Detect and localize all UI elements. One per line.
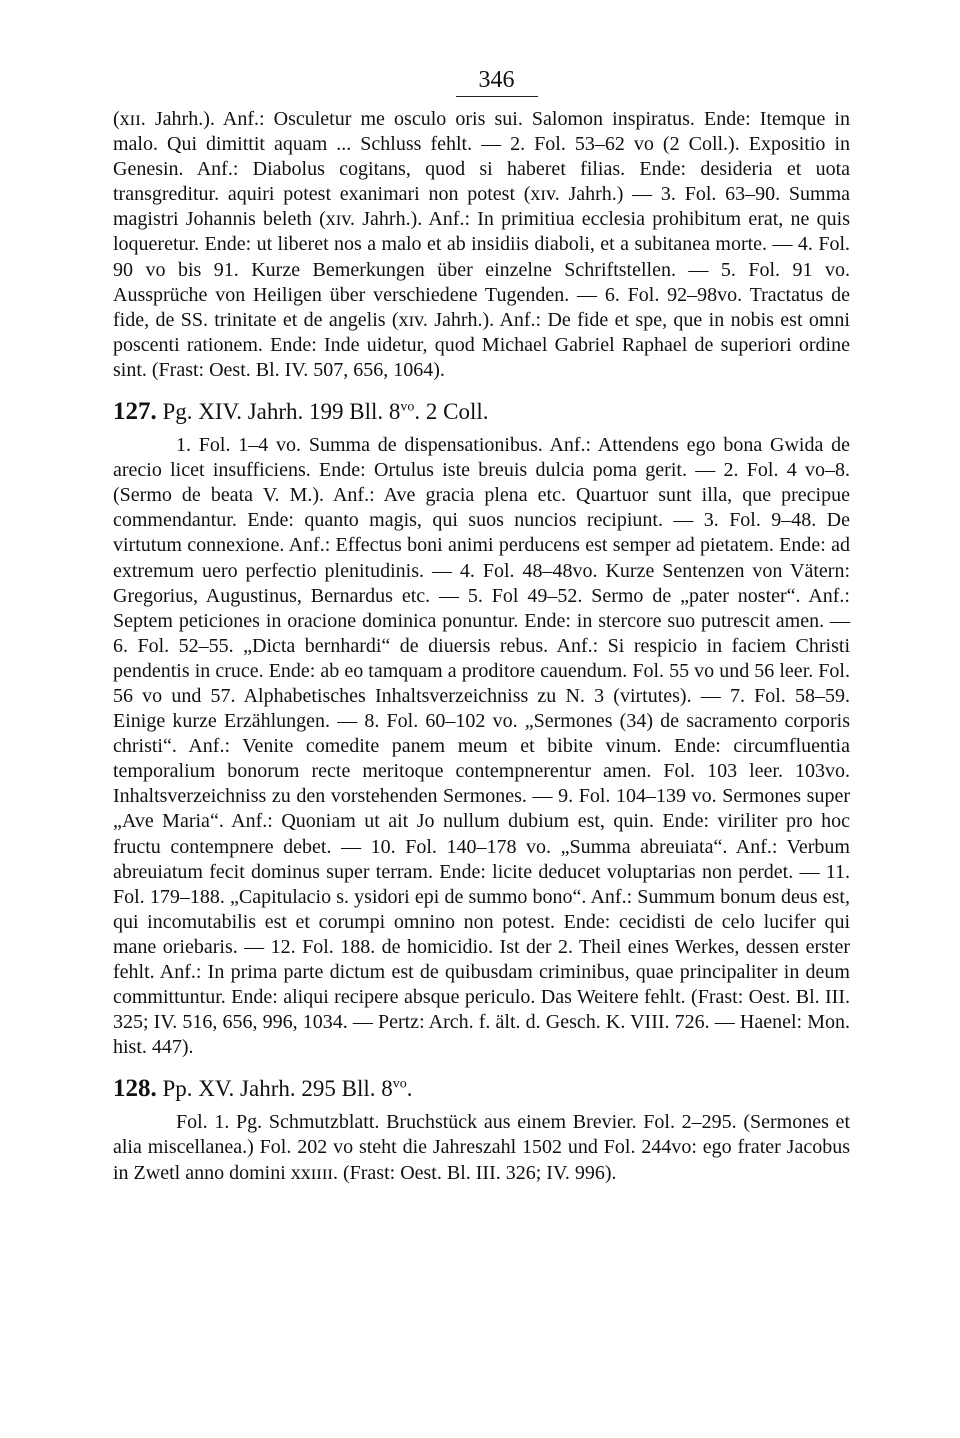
entry-128-heading [113,1074,850,1104]
entry-127-heading [113,397,850,427]
entry-128-number: 128. [113,1075,157,1103]
entry-127-heading-text: Pg. XIV. Jahrh. 199 Bll. 8 [162,399,401,425]
entry-128-body: Fol. 1. Pg. Schmutzblatt. Bruchstück aus einem Brevier. Fol. 2–295. (Sermones et alia miscellanea.) Fol. 202 vo steht die Jahreszahl 1502 und Fol. 244vo: ego frater Jacobus in Zwetl anno domini xxɪɪɪɪ. (Frast: Oest. Bl. III. 326; IV. 996). [113,1111,850,1184]
entry-127-body: 1. Fol. 1–4 vo. Summa de dispensationibus. Anf.: Attendens ego bona Gwida de arecio licet insufficiens. Ende: Ortulus iste breuis dulcia poma gerit. — 2. Fol. 4 vo–8. (Sermo de beata V. M.). Anf.: Ave gracia plena etc. Quartuor sunt illa, que precipue commendantur. Ende: quanto magis, qui suos nuncios recipiunt. — 3. Fol. 9–48. De virtutum connexione. Anf.: Effectus boni animi perducens est semper ad pietatem. Ende: ad extremum uero perfectio plenitudinis. — 4. Fol. 48–48vo. Kurze Sentenzen von Vätern: Gregorius, Augustinus, Bernardus etc. — 5. Fol 49–52. Sermo de „pater noster“. Anf.: Septem peticiones in oracione dominica ponuntur. Ende: in stercore suo putrescit amen. — 6. Fol. 52–55. „Dicta bernhardi“ de diuersis rebus. Anf.: Si respicio in faciem Christi pendentis in cruce. Ende: ab eo tamquam a proditore cauendum. Fol. 55 vo und 56 leer. Fol. 56 vo und 57. Alphabetisches Inhaltsverzeichniss zu N. 3 (virtutes). — 7. Fol. 58–59. Einige kurze Erzählungen. — 8. Fol. 60–102 vo. „Sermones (34) de sacramento corporis christi“. Anf.: Venite comedite panem meum et bibite vinum. Ende: circumfluentia temporalium bonorum recte meritoque contempnerentur amen. Fol. 103 leer. 103vo. Inhaltsverzeichniss zu den vorstehenden Sermones. — 9. Fol. 104–139 vo. Sermones super „Ave Maria“. Anf.: Quoniam ut ait Jo nullum dubium est, quin. Ende: viriliter pro hoc fructu contempnere debet. — 10. Fol. 140–178 vo. „Summa abreuiata“. Anf.: Verbum abreuiatum fecit dominus super terram. Ende: licite deducet voluptarias non perdet. — 11. Fol. 179–188. „Capitulacio s. ysidori epi de summo bono“. Anf.: Summum bonum deus est, qui incomutabilis est et corumpi omnino non potest. Ende: cecidisti de celo lucifer qui mane oriebaris. — 12. Fol. 188. de homicidio. Ist der 2. Theil eines Werkes, dessen erster fehlt. Anf.: In prima parte dictum est de quibusdam criminibus, quae principaliter in deum committuntur. Ende: aliqui recipere absque periculo. Das Weitere fehlt. (Frast: Oest. Bl. III. 325; IV. 516, 656, 996, 1034. — Pertz: Arch. f. ält. d. Gesch. K. VIII. 726. — Haenel: Mon. hist. 447). [113,434,850,1059]
page-number: 346 [478,67,515,93]
entry-128-heading-text: Pp. XV. Jahrh. 295 Bll. 8 [162,1076,393,1102]
entry-127-heading-sup: vo [400,399,415,415]
document-page [113,66,850,1186]
entry-128-heading-tail: . [406,1076,413,1102]
entry-127-number: 127. [113,398,157,426]
intro-paragraph: (xɪɪ. Jahrh.). Anf.: Osculetur me osculo oris sui. Salomon inspiratus. Ende: Itemque in malo. Qui dimittit aquam ... Schluss fehlt. — 2. Fol. 53–62 vo (2 Coll.). Expositio in Genesin. Anf.: Diabolus cogitans, quod si haberet filias. Ende: desideria et uota transgreditur. aquiri potest exanimari non potest (xɪv. Jahrh.) — 3. Fol. 63–90. Summa magistri Johannis beleth (xɪv. Jahrh.). Anf.: In primitiua ecclesia prohibitum erat, ne quis loqueretur. Ende: ut liberet nos a malo et ab insidiis diaboli, et a subitanea morte. — 4. Fol. 90 vo bis 91. Kurze Bemerkungen über einzelne Schriftstellen. — 5. Fol. 91 vo. Aussprüche von Heiligen über verschiedene Tugenden. — 6. Fol. 92–98vo. Tractatus de fide, de SS. trinitate et de angelis (xɪv. Jahrh.). Anf.: De fide et spe, que in nobis est omni poscenti rationem. Ende: Inde uidetur, quod Michael Gabriel Raphael de superiori ordine sint. (Frast: Oest. Bl. IV. 507, 656, 1064). [113,108,850,381]
entry-127-heading-tail: . 2 Coll. [414,399,489,425]
entry-128-heading-sup: vo [392,1076,407,1092]
page-number-rule [456,96,538,97]
